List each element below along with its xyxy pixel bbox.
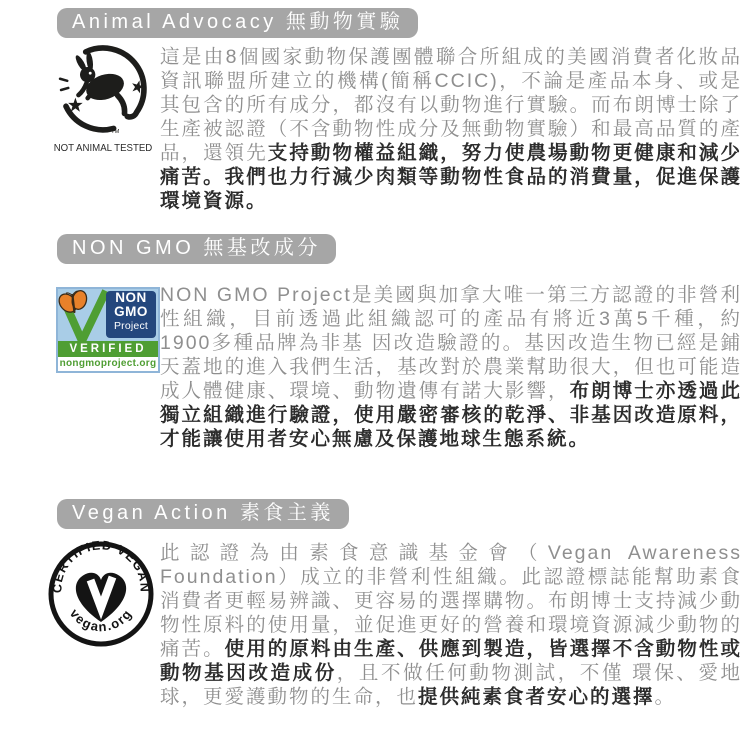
vegan-action-paragraph xyxy=(160,541,742,709)
bunny-front-leg xyxy=(78,83,86,95)
trademark-text: TM xyxy=(111,128,120,135)
butterfly-icon xyxy=(58,289,92,317)
paragraph-segment: 此認證為由素食意識基金會（Vegan Awareness Foundation）成立的非營利性組織。此認證標誌能幫助素食消費者更輕易辨識、更容易的選擇購物。布朗博士支持減少動物性原料的使用量，並促進更好的營養和環境資源減少動物的痛苦。 xyxy=(160,542,742,660)
paragraph-segment: NON GMO Project是美國與加拿大唯一第三方認證的非營利性組織，目前透過此組織認可的產品有將近3萬5千種，約1900多種品牌為非基 因改造驗證的。基因改造生物已經是鋪天蓋地的進入我們生活，基改對於農業幫助很大，但也可能造成人體健康、環境、動物遺傳有諾大影響， xyxy=(160,284,742,402)
non-gmo-word-gmo: GMO xyxy=(114,304,148,319)
verified-band: VERIFIED xyxy=(58,341,158,357)
vegan-org-arc-text: vegan.org xyxy=(66,605,136,635)
paragraph-segment: 布朗博士亦透過此獨立組織進行驗證，使用嚴密審核的乾淨、非基因改造原料，才能讓使用者安心無慮及保護地球生態系統。 xyxy=(160,380,742,450)
paragraph-segment: 這是由8個國家動物保護團體聯合所組成的美國消費者化妝品資訊聯盟所建立的機構(簡稱CCIC)，不論是產品本身、或是其包含的所有成分，都沒有以動物進行實驗。而布朗博士除了生產被認證（不含動物性成分及無動物實驗）和最高品質的產品，還領先 xyxy=(160,46,742,164)
paragraph-segment: 提供純素食者安心的選擇 xyxy=(418,686,655,708)
certified-vegan-icon xyxy=(46,539,156,649)
section-header-non-gmo: NON GMO 無基改成分 xyxy=(57,234,336,264)
paragraph-segment: 支持動物權益組織，努力使農場動物更健康和減少痛苦。我們也力行減少肉類等動物性食品的消費量，促進保護環境資源。 xyxy=(160,142,742,212)
non-gmo-word-non: NON xyxy=(115,290,147,305)
whisker-icon xyxy=(60,79,67,81)
animal-advocacy-paragraph xyxy=(160,45,742,213)
paragraph-segment: 。 xyxy=(654,686,677,708)
paragraph-segment: 使用的原料由生產、供應到製造，皆選擇不含動物性或動物基因改造成份 xyxy=(160,638,742,684)
bunny-eye-icon xyxy=(89,72,92,75)
non-gmo-word-project: Project xyxy=(113,320,149,332)
bunny-hind-leg xyxy=(117,95,124,113)
leaping-bunny-logo xyxy=(48,44,158,154)
certified-vegan-arc-text: CERTIFIED VEGAN xyxy=(50,539,152,594)
paragraph-segment: ，且不做任何動物測試，不僅 環保、愛地球，更愛護動物的生命，也 xyxy=(160,662,742,708)
bunny-caption: NOT ANIMAL TESTED xyxy=(53,142,153,154)
non-gmo-navy-box xyxy=(106,291,156,338)
non-gmo-project-logo xyxy=(56,287,160,373)
non-gmo-logo-top xyxy=(58,289,158,341)
non-gmo-paragraph xyxy=(160,283,742,451)
leaping-bunny-icon xyxy=(48,44,158,136)
nongmoproject-url: nongmoproject.org xyxy=(59,358,157,369)
section-header-animal-advocacy: Animal Advocacy 無動物實驗 xyxy=(57,8,418,38)
section-header-vegan-action: Vegan Action 素食主義 xyxy=(57,499,349,529)
certified-vegan-logo xyxy=(46,539,156,654)
whisker-icon xyxy=(61,88,68,90)
